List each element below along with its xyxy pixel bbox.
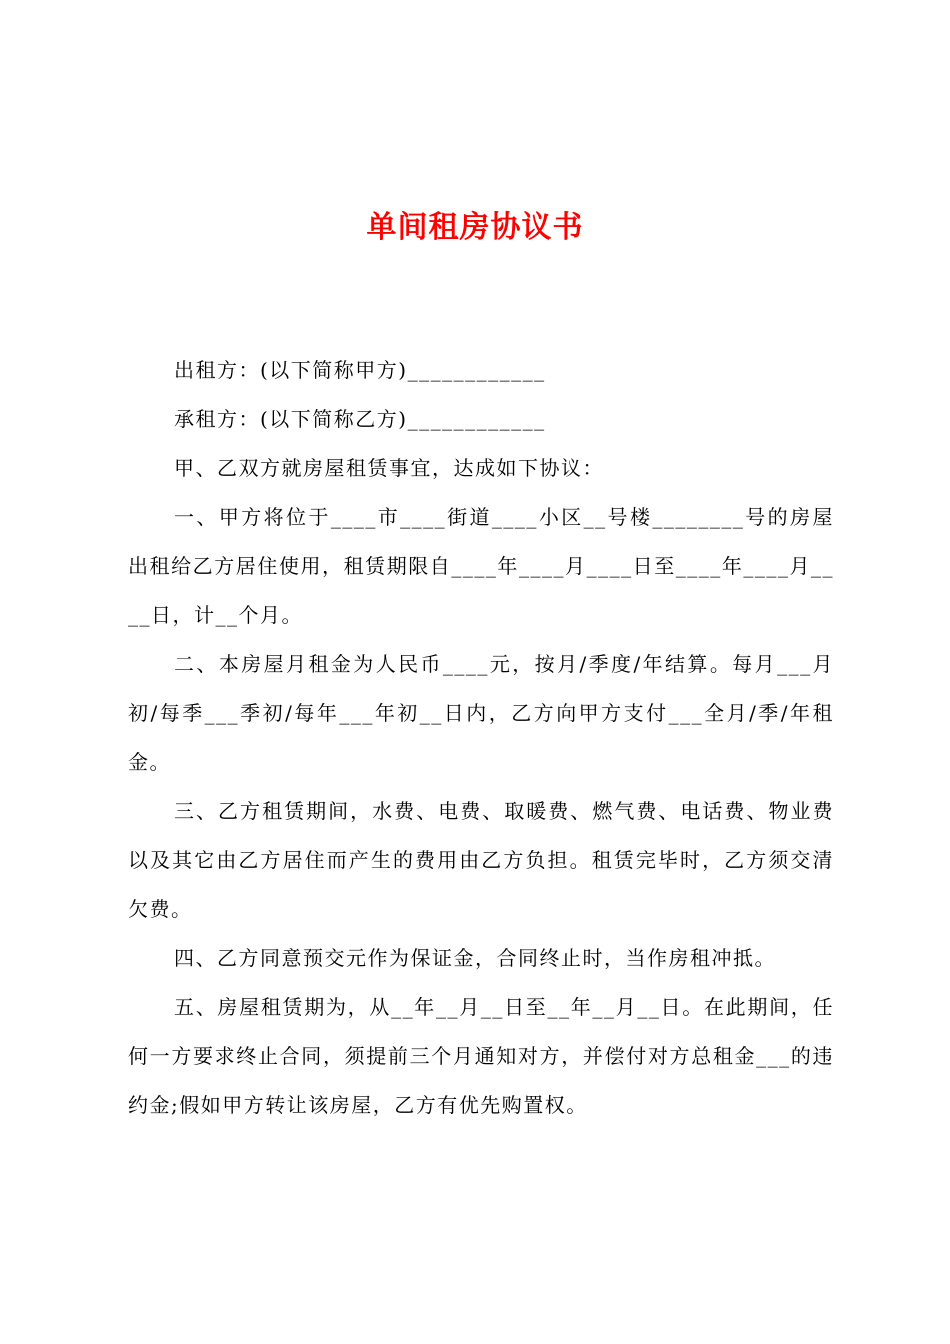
paragraph-lessor: 出租方：(以下简称甲方)____________ (174, 358, 546, 382)
document-body (128, 346, 834, 1130)
paragraph-lessee: 承租方：(以下简称乙方)____________ (174, 407, 546, 431)
document-title: 单间租房协议书 (366, 210, 584, 245)
paragraph-clause-2: 二、本房屋月租金为人民币____元，按月/季度/年结算。每月___月初/每季___季初/每年___年初__日内，乙方向甲方支付___全月/季/年租金。 (128, 652, 834, 774)
paragraph-clause-3: 三、乙方租赁期间，水费、电费、取暖费、燃气费、电话费、物业费以及其它由乙方居住而产生的费用由乙方负担。租赁完毕时，乙方须交清欠费。 (128, 799, 834, 921)
paragraph-intro: 甲、乙双方就房屋租赁事宜，达成如下协议： (174, 456, 604, 480)
paragraph-clause-1: 一、甲方将位于____市____街道____小区__号楼________号的房屋出租给乙方居住使用，租赁期限自____年____月____日至____年____月____日，计__个月。 (128, 505, 834, 627)
paragraph-clause-4: 四、乙方同意预交元作为保证金，合同终止时，当作房租冲抵。 (174, 946, 776, 970)
paragraph-clause-5: 五、房屋租赁期为，从__年__月__日至__年__月__日。在此期间，任何一方要求终止合同，须提前三个月通知对方，并偿付对方总租金___的违约金;假如甲方转让该房屋，乙方有优先购置权。 (128, 995, 834, 1117)
